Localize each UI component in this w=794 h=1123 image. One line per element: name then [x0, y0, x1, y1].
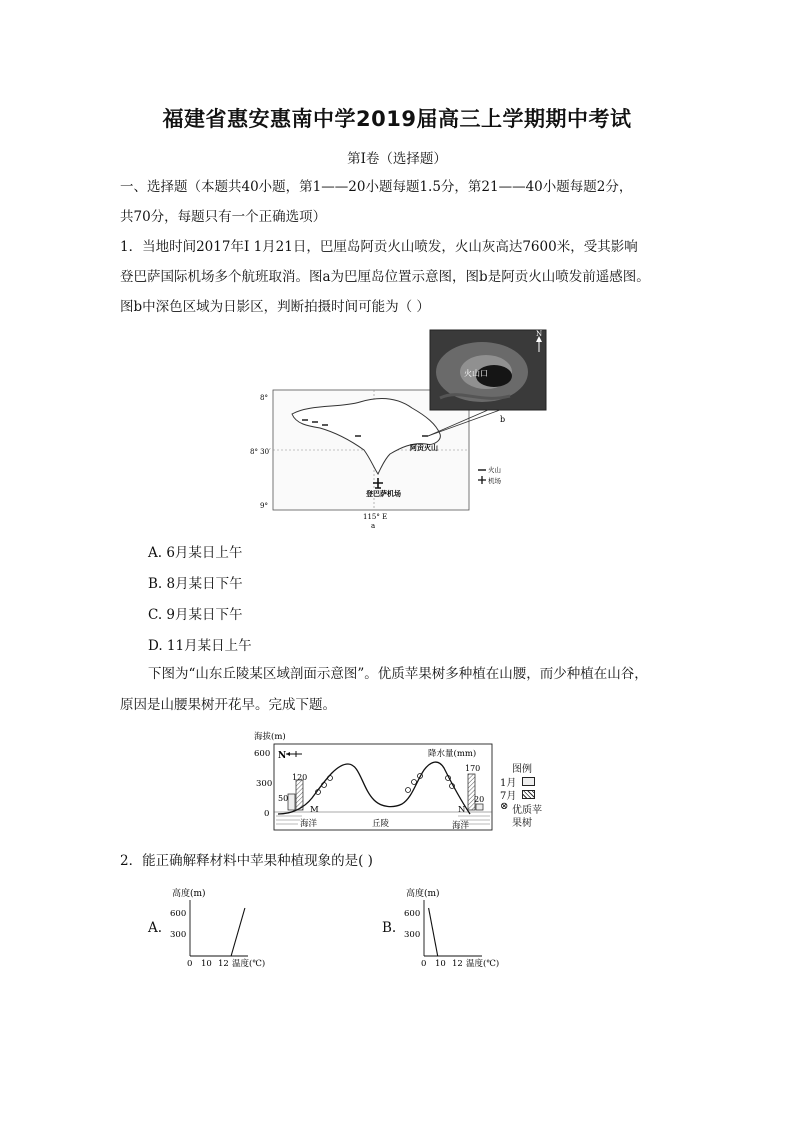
point-n-label: N	[458, 805, 466, 815]
option-b: B. 8月某日下午	[148, 576, 243, 592]
legend-tree-label-2: 果树	[512, 818, 532, 829]
left-jan-value: 50	[278, 794, 289, 803]
right-jan-bar	[476, 804, 483, 810]
section-instruction-line1: 一、选择题（本题共40小题，第1——20小题每题1.5分，第21——40小题每题2分，	[120, 179, 633, 195]
chart-b-xtick-10: 10	[435, 959, 446, 969]
lat-9-label: 9°	[260, 502, 268, 510]
ocean-right-label: 海洋	[452, 821, 470, 831]
airport-name-label: 登巴萨机场	[366, 489, 401, 498]
section-instruction-line2: 共70分，每题只有一个正确选项）	[120, 209, 327, 225]
chart-a-ylabel: 高度(m)	[172, 889, 206, 899]
legend-jan-label: 1月	[500, 778, 517, 789]
passage-line1: 下图为“山东丘陵某区域剖面示意图”。优质苹果树多种植在山腰，而少种植在山谷，	[148, 666, 648, 682]
legend-airport-label: 机场	[488, 477, 501, 485]
point-m-label: M	[310, 805, 319, 815]
legend-jan-swatch	[522, 777, 535, 786]
right-jul-bar	[468, 774, 475, 810]
bali-location-map	[250, 328, 550, 533]
hills-label: 丘陵	[372, 819, 390, 829]
figure-a-label: a	[371, 522, 376, 530]
option-c: C. 9月某日下午	[148, 607, 243, 623]
chart-a-xlabel: 温度(℃)	[232, 959, 266, 969]
question-1-line2: 登巴萨国际机场多个航班取消。图a为巴厘岛位置示意图，图b是阿贡火山喷发前遥感图。	[120, 269, 650, 285]
section-subtitle: 第Ⅰ卷（选择题）	[347, 151, 447, 167]
legend-jul-swatch	[522, 790, 535, 799]
ocean-left-label: 海洋	[300, 819, 318, 829]
legend-tree-label-1: 优质苹	[512, 805, 542, 816]
chart-a-ytick-300: 300	[170, 930, 187, 940]
chart-a	[168, 884, 283, 972]
lat-8-label: 8°	[260, 394, 268, 402]
question-2-stem: 2．能正确解释材料中苹果种植现象的是( )	[120, 853, 373, 869]
chart-a-option-label: A.	[148, 920, 163, 936]
option-d: D. 11月某日上午	[148, 638, 252, 654]
figure-b-label: b	[500, 415, 506, 424]
precip-label: 降水量(mm)	[428, 749, 477, 759]
chart-a-line	[231, 908, 245, 956]
chart-b-xtick-0: 0	[421, 959, 427, 969]
question-1-line3: 图b中深色区域为日影区，判断拍摄时间可能为（ ）	[120, 299, 430, 315]
chart-b-line	[429, 908, 438, 956]
chart-a-xtick-10: 10	[201, 959, 212, 969]
chart-b	[402, 884, 517, 972]
left-jul-bar	[296, 780, 303, 810]
legend-tree-icon: ⊗	[500, 801, 509, 812]
chart-a-xtick-12: 12	[218, 959, 229, 969]
chart-b-ylabel: 高度(m)	[406, 889, 440, 899]
lat-8-30-label: 8° 30′	[250, 448, 271, 456]
right-jan-value: 20	[474, 795, 485, 804]
right-jul-value: 170	[465, 764, 481, 773]
crater-label: 火山口	[464, 369, 488, 378]
legend-airport-icon	[478, 476, 486, 484]
chart-b-ytick-300: 300	[404, 930, 421, 940]
chart-a-xtick-0: 0	[187, 959, 193, 969]
legend-volcano-label: 火山	[488, 466, 501, 474]
legend-title: 图例	[512, 764, 532, 775]
profile-y-tick-600: 600	[254, 749, 271, 759]
profile-y-tick-300: 300	[256, 779, 273, 789]
chart-a-ytick-600: 600	[170, 909, 187, 919]
profile-legend	[500, 760, 560, 830]
chart-b-option-label: B.	[382, 920, 397, 936]
option-a: A. 6月某日上午	[148, 545, 243, 561]
west-arrow-icon	[286, 751, 302, 757]
question-1-line1: 1．当地时间2017年Ⅰ 1月21日，巴厘岛阿贡火山喷发，火山灰高达7600米，受其影响	[120, 239, 638, 255]
chart-b-xlabel: 温度(℃)	[466, 959, 500, 969]
remote-sensing-photo	[430, 330, 546, 410]
chart-b-ytick-600: 600	[404, 909, 421, 919]
shandong-hill-profile	[252, 728, 498, 836]
left-jul-value: 120	[292, 773, 308, 782]
profile-north-label: N	[278, 751, 287, 761]
apple-tree-icon	[316, 774, 455, 795]
profile-y-title: 海拔(m)	[254, 732, 286, 742]
passage-line2: 原因是山腰果树开花早。完成下题。	[120, 697, 336, 713]
profile-y-tick-0: 0	[264, 809, 270, 819]
longitude-label: 115° E	[363, 513, 388, 521]
page-title: 福建省惠安惠南中学2019届高三上学期期中考试	[162, 107, 632, 131]
left-jan-bar	[288, 794, 295, 810]
volcano-name-label: 阿贡火山	[410, 443, 438, 452]
legend-jul-label: 7月	[500, 791, 517, 802]
north-label: N	[536, 330, 543, 338]
chart-b-xtick-12: 12	[452, 959, 463, 969]
